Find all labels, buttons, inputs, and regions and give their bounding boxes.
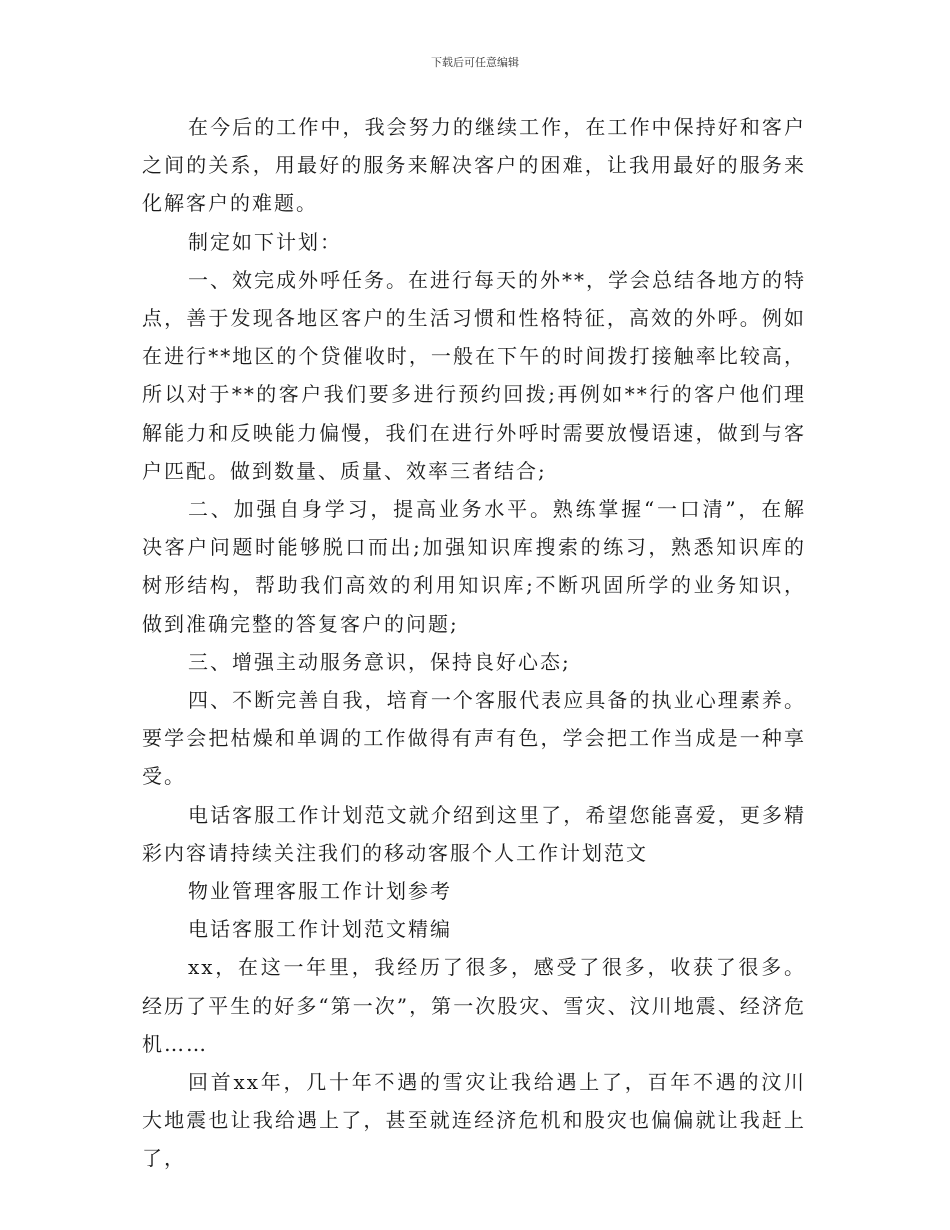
- paragraph: 物业管理客服工作计划参考: [188, 879, 452, 904]
- paragraph: 在今后的工作中，我会努力的继续工作，在工作中保持好和客户之间的关系，用最好的服务来解决客户的困难，让我用最好的服务来化解客户的难题。: [142, 115, 806, 216]
- paragraph: 一、效完成外呼任务。在进行每天的外**，学会总结各地方的特点，善于发现各地区客户的生活习惯和性格特征，高效的外呼。例如在进行**地区的个贷催收时，一般在下午的时间拨打接触率比较高，所以对于**的客户我们要多进行预约回拨;再例如**行的客户他们理解能力和反映能力偏慢，我们在进行外呼时需要放慢语速，做到与客户匹配。做到数量、质量、效率三者结合;: [142, 267, 806, 483]
- paragraph: 电话客服工作计划范文就介绍到这里了，希望您能喜爱，更多精彩内容请持续关注我们的移动客服个人工作计划范文: [142, 802, 806, 865]
- page-header: 下载后可任意编辑: [431, 56, 519, 69]
- paragraph: 电话客服工作计划范文精编: [188, 917, 452, 942]
- paragraph: 三、增强主动服务意识，保持良好心态;: [188, 649, 571, 674]
- paragraph: 回首xx年，几十年不遇的雪灾让我给遇上了，百年不遇的汶川大地震也让我给遇上了，甚至就连经济危机和股灾也偏偏就让我赶上了，: [142, 1070, 806, 1171]
- paragraph: 四、不断完善自我，培育一个客服代表应具备的执业心理素养。要学会把枯燥和单调的工作做得有声有色，学会把工作当成是一种享受。: [142, 688, 806, 789]
- document-body: [142, 108, 806, 1178]
- paragraph: 制定如下计划：: [188, 229, 342, 254]
- paragraph: 二、加强自身学习，提高业务水平。熟练掌握“一口清”，在解决客户问题时能够脱口而出;加强知识库搜索的练习，熟悉知识库的树形结构，帮助我们高效的利用知识库;不断巩固所学的业务知识，做到准确完整的答复客户的问题;: [142, 497, 806, 636]
- paragraph: xx，在这一年里，我经历了很多，感受了很多，收获了很多。经历了平生的好多“第一次”，第一次股灾、雪灾、汶川地震、经济危机……: [142, 955, 806, 1056]
